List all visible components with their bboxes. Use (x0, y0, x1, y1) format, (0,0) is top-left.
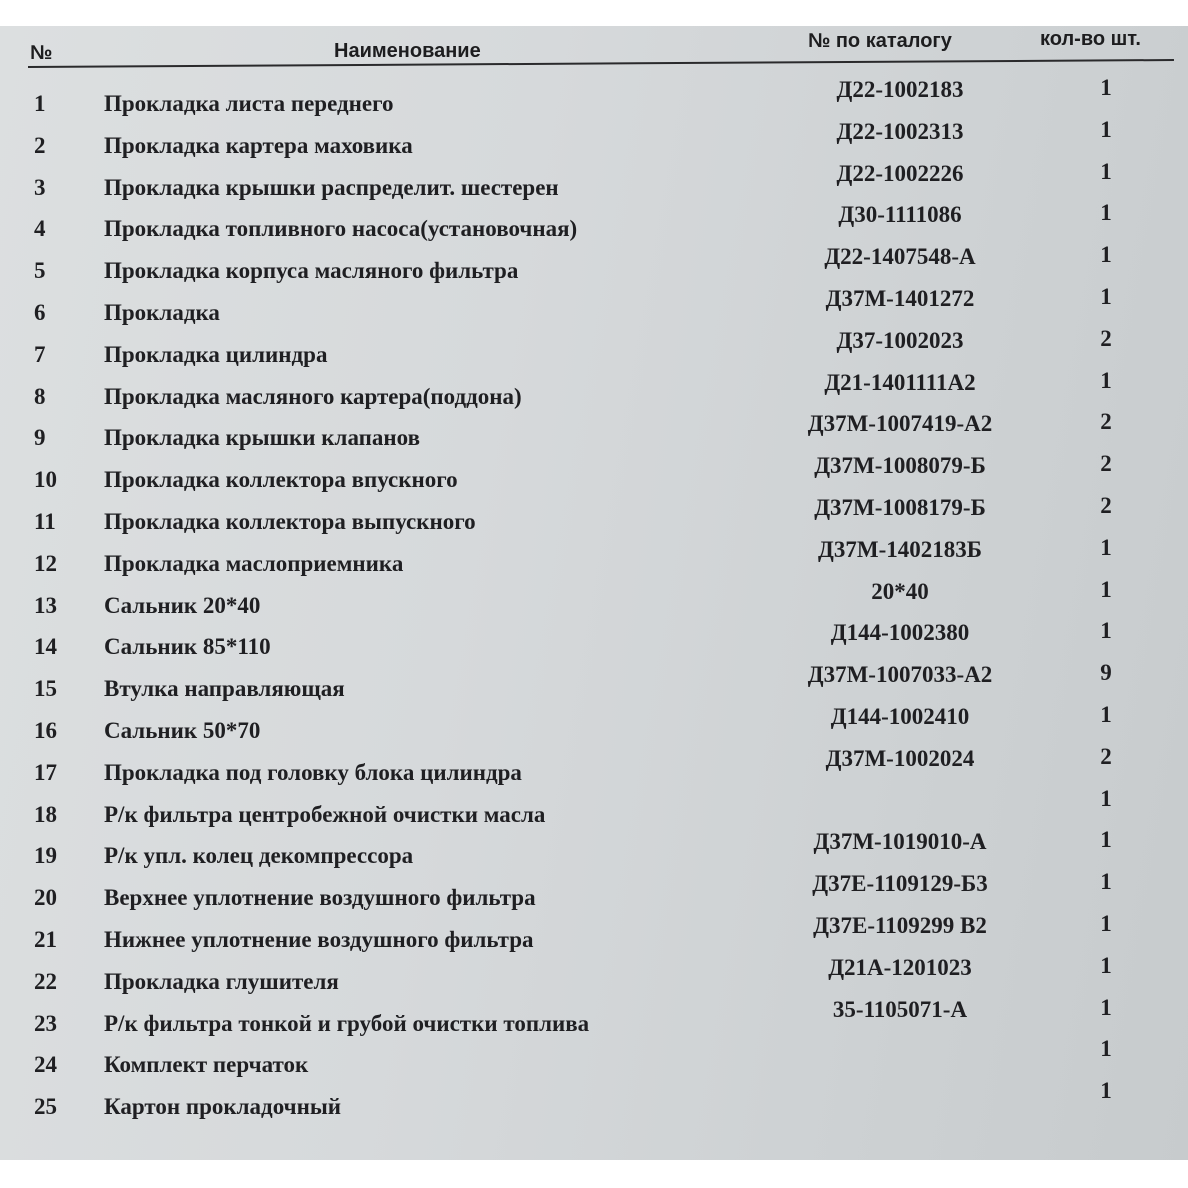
row-number: 18 (34, 801, 57, 827)
row-catalog: Д37М-1402183Б (818, 536, 982, 562)
row-name: Прокладка маслоприемника (104, 550, 404, 576)
table-row (0, 1036, 1188, 1092)
row-number: 5 (34, 258, 46, 284)
row-quantity: 1 (1100, 994, 1112, 1020)
header-catalog: № по каталогу (808, 30, 952, 52)
row-number: 11 (34, 509, 56, 534)
row-name: Прокладка коллектора впускного (104, 467, 458, 493)
row-name: Картон прокладочный (104, 1094, 342, 1120)
row-quantity: 1 (1100, 576, 1112, 602)
row-number: 6 (34, 300, 46, 325)
row-name: Прокладка цилиндра (104, 341, 328, 367)
row-catalog: Д37М-1401272 (825, 286, 975, 311)
row-catalog: Д37М-1002024 (825, 745, 975, 771)
row-number: 7 (34, 341, 46, 367)
row-name: Прокладка топливного насоса(установочная) (104, 216, 578, 242)
row-catalog: Д22-1407548-А (824, 244, 976, 270)
row-catalog: Д22-1002313 (836, 118, 964, 144)
row-name: Р/к фильтра тонкой и грубой очистки топлива (104, 1010, 590, 1036)
table-row (0, 994, 1188, 1051)
row-name: Прокладка крышки клапанов (104, 425, 421, 451)
row-name: Верхнее уплотнение воздушного фильтра (104, 885, 536, 911)
row-number: 21 (34, 927, 57, 952)
row-quantity: 2 (1100, 493, 1112, 518)
row-number: 23 (34, 1010, 57, 1036)
row-catalog: Д21-1401111А2 (824, 369, 976, 395)
row-number: 24 (34, 1052, 57, 1078)
row-name: Р/к фильтра центробежной очистки масла (104, 801, 546, 827)
row-catalog: Д37М-1008179-Б (814, 495, 986, 520)
row-catalog: Д22-1002183 (836, 77, 964, 102)
row-catalog: Д21А-1201023 (828, 954, 972, 980)
row-name: Комплект перчаток (104, 1052, 309, 1078)
row-quantity: 1 (1100, 158, 1112, 184)
row-quantity: 1 (1100, 618, 1112, 644)
table-row (0, 1078, 1188, 1134)
row-catalog: Д144-1002380 (830, 620, 970, 646)
row-number: 22 (34, 968, 57, 994)
row-name: Сальник 20*40 (104, 592, 261, 618)
row-number: 17 (34, 759, 57, 785)
row-quantity: 1 (1100, 284, 1112, 309)
row-name: Нижнее уплотнение воздушного фильтра (104, 927, 534, 952)
row-catalog: Д37Е-1109129-Б3 (812, 871, 988, 897)
row-quantity: 1 (1100, 367, 1112, 393)
row-quantity: 1 (1100, 785, 1112, 811)
row-number: 4 (34, 216, 46, 242)
row-quantity: 1 (1100, 869, 1112, 895)
row-quantity: 9 (1100, 660, 1112, 686)
row-number: 10 (34, 467, 57, 493)
row-number: 8 (34, 383, 46, 409)
row-number: 2 (34, 132, 46, 158)
row-quantity: 2 (1100, 409, 1112, 435)
row-name: Прокладка под головку блока цилиндра (104, 759, 522, 785)
row-name: Р/к упл. колец декомпрессора (104, 843, 414, 869)
row-number: 15 (34, 676, 57, 702)
row-quantity: 1 (1100, 911, 1112, 936)
row-number: 3 (34, 174, 46, 200)
row-catalog: Д22-1002226 (836, 160, 964, 186)
row-number: 1 (34, 91, 46, 116)
row-quantity: 2 (1100, 451, 1112, 477)
header-quantity: кол-во шт. (1040, 28, 1141, 50)
row-quantity: 1 (1100, 1036, 1112, 1062)
row-quantity: 2 (1100, 325, 1112, 351)
row-quantity: 1 (1100, 827, 1112, 853)
row-number: 14 (34, 634, 57, 660)
row-quantity: 1 (1100, 534, 1112, 560)
row-quantity: 1 (1100, 242, 1112, 268)
row-name: Прокладка масляного картера(поддона) (104, 383, 522, 409)
row-catalog: Д37М-1019010-А (813, 829, 987, 855)
row-name: Прокладка картера маховика (104, 132, 413, 158)
row-name: Прокладка (104, 300, 220, 325)
row-quantity: 1 (1100, 952, 1112, 978)
row-number: 20 (34, 885, 57, 911)
row-catalog: Д37М-1008079-Б (814, 453, 986, 479)
row-name: Прокладка коллектора выпускного (104, 509, 476, 534)
row-catalog: 20*40 (871, 578, 929, 604)
row-number: 9 (34, 425, 46, 451)
header-number: № (30, 42, 53, 64)
row-quantity: 2 (1100, 743, 1112, 769)
row-name: Втулка направляющая (104, 676, 345, 702)
row-catalog: Д37М-1007033-А2 (807, 662, 993, 688)
row-number: 19 (34, 843, 57, 869)
row-catalog: Д37Е-1109299 В2 (813, 913, 987, 938)
row-catalog: 35-1105071-А (832, 996, 968, 1022)
row-number: 16 (34, 718, 57, 743)
row-catalog: Д30-1111086 (838, 202, 962, 228)
row-quantity: 1 (1100, 702, 1112, 727)
row-number: 13 (34, 592, 57, 618)
parts-list-sheet (0, 26, 1188, 1160)
row-name: Прокладка крышки распределит. шестерен (104, 174, 559, 200)
row-catalog: Д37-1002023 (836, 327, 964, 353)
table-row (0, 743, 1188, 800)
row-quantity: 1 (1100, 200, 1112, 226)
row-quantity: 1 (1100, 1078, 1112, 1104)
row-catalog: Д144-1002410 (830, 704, 970, 729)
row-name: Прокладка листа переднего (104, 91, 394, 116)
header-name: Наименование (334, 40, 481, 62)
row-name: Прокладка глушителя (104, 968, 339, 994)
row-name: Прокладка корпуса масляного фильтра (104, 258, 519, 284)
row-catalog: Д37М-1007419-А2 (807, 411, 993, 437)
row-number: 25 (34, 1094, 57, 1120)
row-name: Сальник 50*70 (104, 718, 261, 743)
row-quantity: 1 (1100, 75, 1112, 100)
row-name: Сальник 85*110 (104, 634, 271, 660)
row-number: 12 (34, 550, 57, 576)
row-quantity: 1 (1100, 116, 1112, 142)
